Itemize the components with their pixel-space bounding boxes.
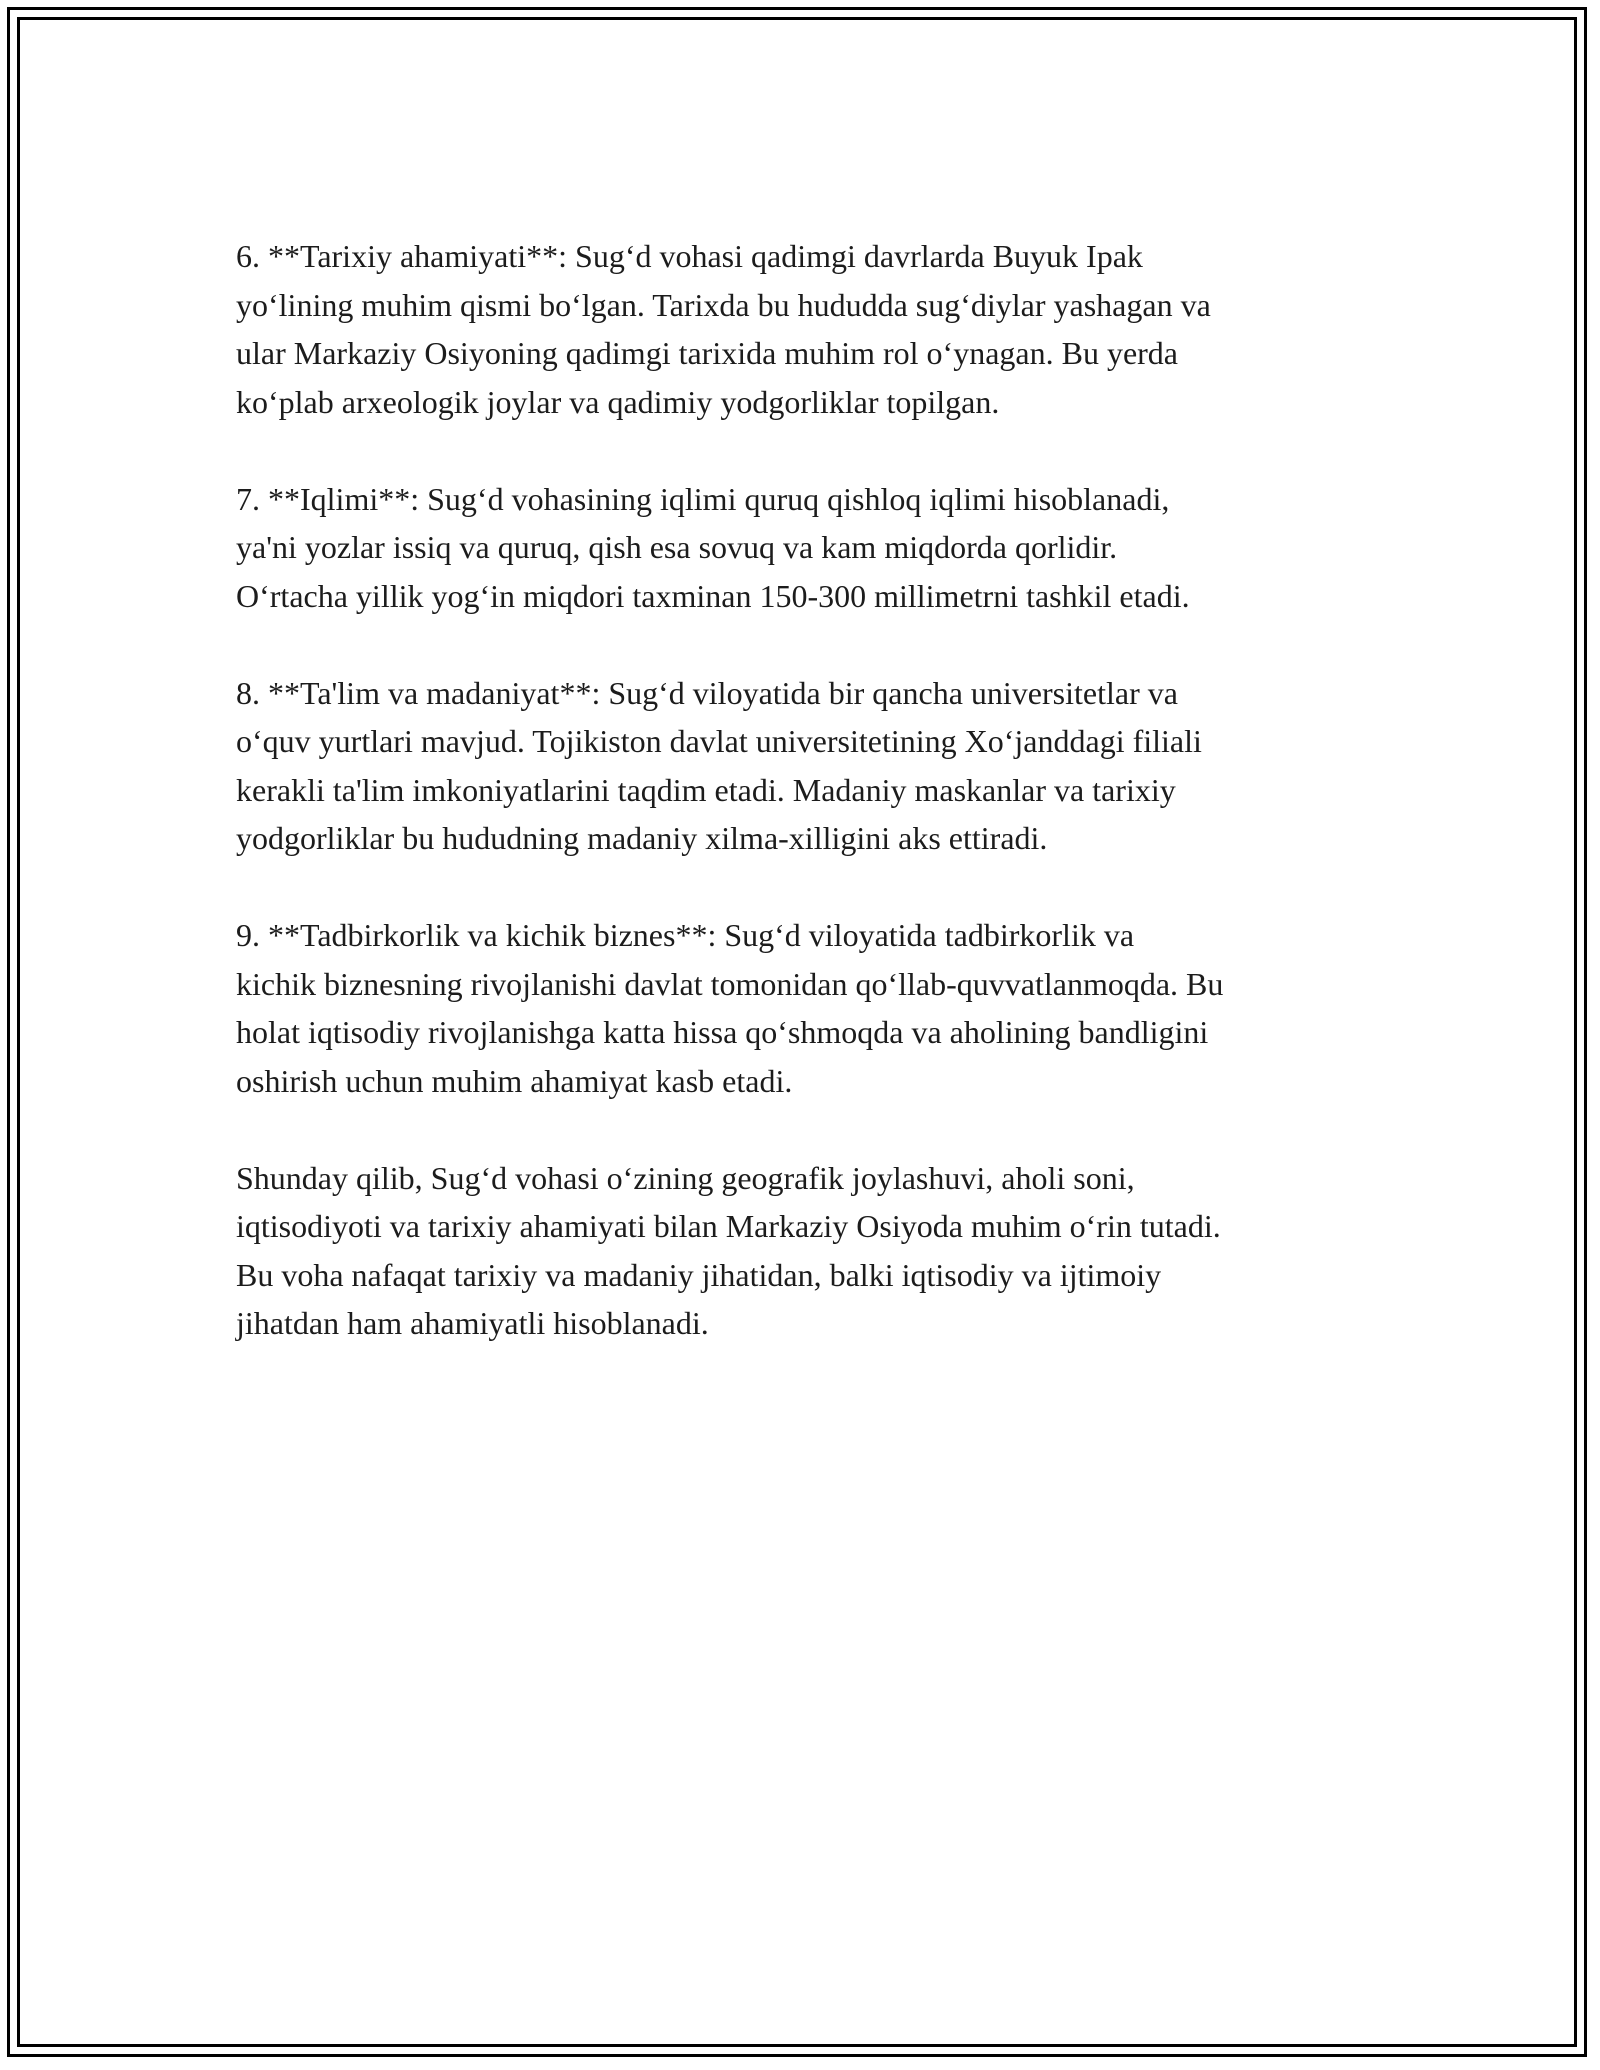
text-line: O‘rtacha yillik yog‘in miqdori taxminan 150-300 millimetrni tashkil etadi. — [236, 577, 1190, 614]
text-line: yo‘lining muhim qismi bo‘lgan. Tarixda bu hududda sug‘diylar yashagan va — [236, 286, 1211, 323]
text-line: ular Markaziy Osiyoning qadimgi tarixida muhim rol o‘ynagan. Bu yerda — [236, 335, 1178, 371]
text-line: 6. **Tarixiy ahamiyati**: Sug‘d vohasi qadimgi davrlarda Buyuk Ipak — [236, 238, 1143, 274]
text-line: iqtisodiyoti va tarixiy ahamiyati bilan Markaziy Osiyoda muhim o‘rin tutadi. — [236, 1208, 1221, 1244]
text-line: jihatdan ham ahamiyatli hisoblanadi. — [236, 1305, 709, 1341]
paragraph-iqlimi — [236, 475, 1376, 621]
text-line: ko‘plab arxeologik joylar va qadimiy yodgorliklar topilgan. — [236, 383, 1000, 420]
text-line: o‘quv yurtlari mavjud. Tojikiston davlat universitetining Xo‘janddagi filiali — [236, 723, 1202, 759]
paragraph-tarixiy-ahamiyati — [236, 232, 1376, 426]
text-line: ya'ni yozlar issiq va quruq, qish esa sovuq va kam miqdorda qorlidir. — [236, 529, 1118, 565]
paragraph-talim-va-madaniyat — [236, 669, 1376, 863]
text-line: yodgorliklar bu hududning madaniy xilma-xilligini aks ettiradi. — [236, 820, 1048, 856]
text-line: kerakli ta'lim imkoniyatlarini taqdim etadi. Madaniy maskanlar va tarixiy — [236, 771, 1176, 808]
text-line: 7. **Iqlimi**: Sug‘d vohasining iqlimi quruq qishloq iqlimi hisoblanadi, — [236, 480, 1170, 517]
paragraph-tadbirkorlik — [236, 911, 1376, 1105]
text-line: Bu voha nafaqat tarixiy va madaniy jihatidan, balki iqtisodiy va ijtimoiy — [236, 1256, 1162, 1293]
text-line: oshirish uchun muhim ahamiyat kasb etadi. — [236, 1062, 793, 1099]
document-body — [236, 232, 1376, 1396]
text-line: Shunday qilib, Sug‘d vohasi o‘zining geografik joylashuvi, aholi soni, — [236, 1159, 1135, 1196]
text-line: holat iqtisodiy rivojlanishga katta hissa qo‘shmoqda va aholining bandligini — [236, 1014, 1209, 1050]
paragraph-conclusion — [236, 1154, 1376, 1348]
text-line: 9. **Tadbirkorlik va kichik biznes**: Sug‘d viloyatida tadbirkorlik va — [236, 917, 1135, 953]
text-line: kichik biznesning rivojlanishi davlat tomonidan qo‘llab-quvvatlanmoqda. Bu — [236, 965, 1224, 1002]
text-line: 8. **Ta'lim va madaniyat**: Sug‘d viloyatida bir qancha universitetlar va — [236, 674, 1178, 711]
